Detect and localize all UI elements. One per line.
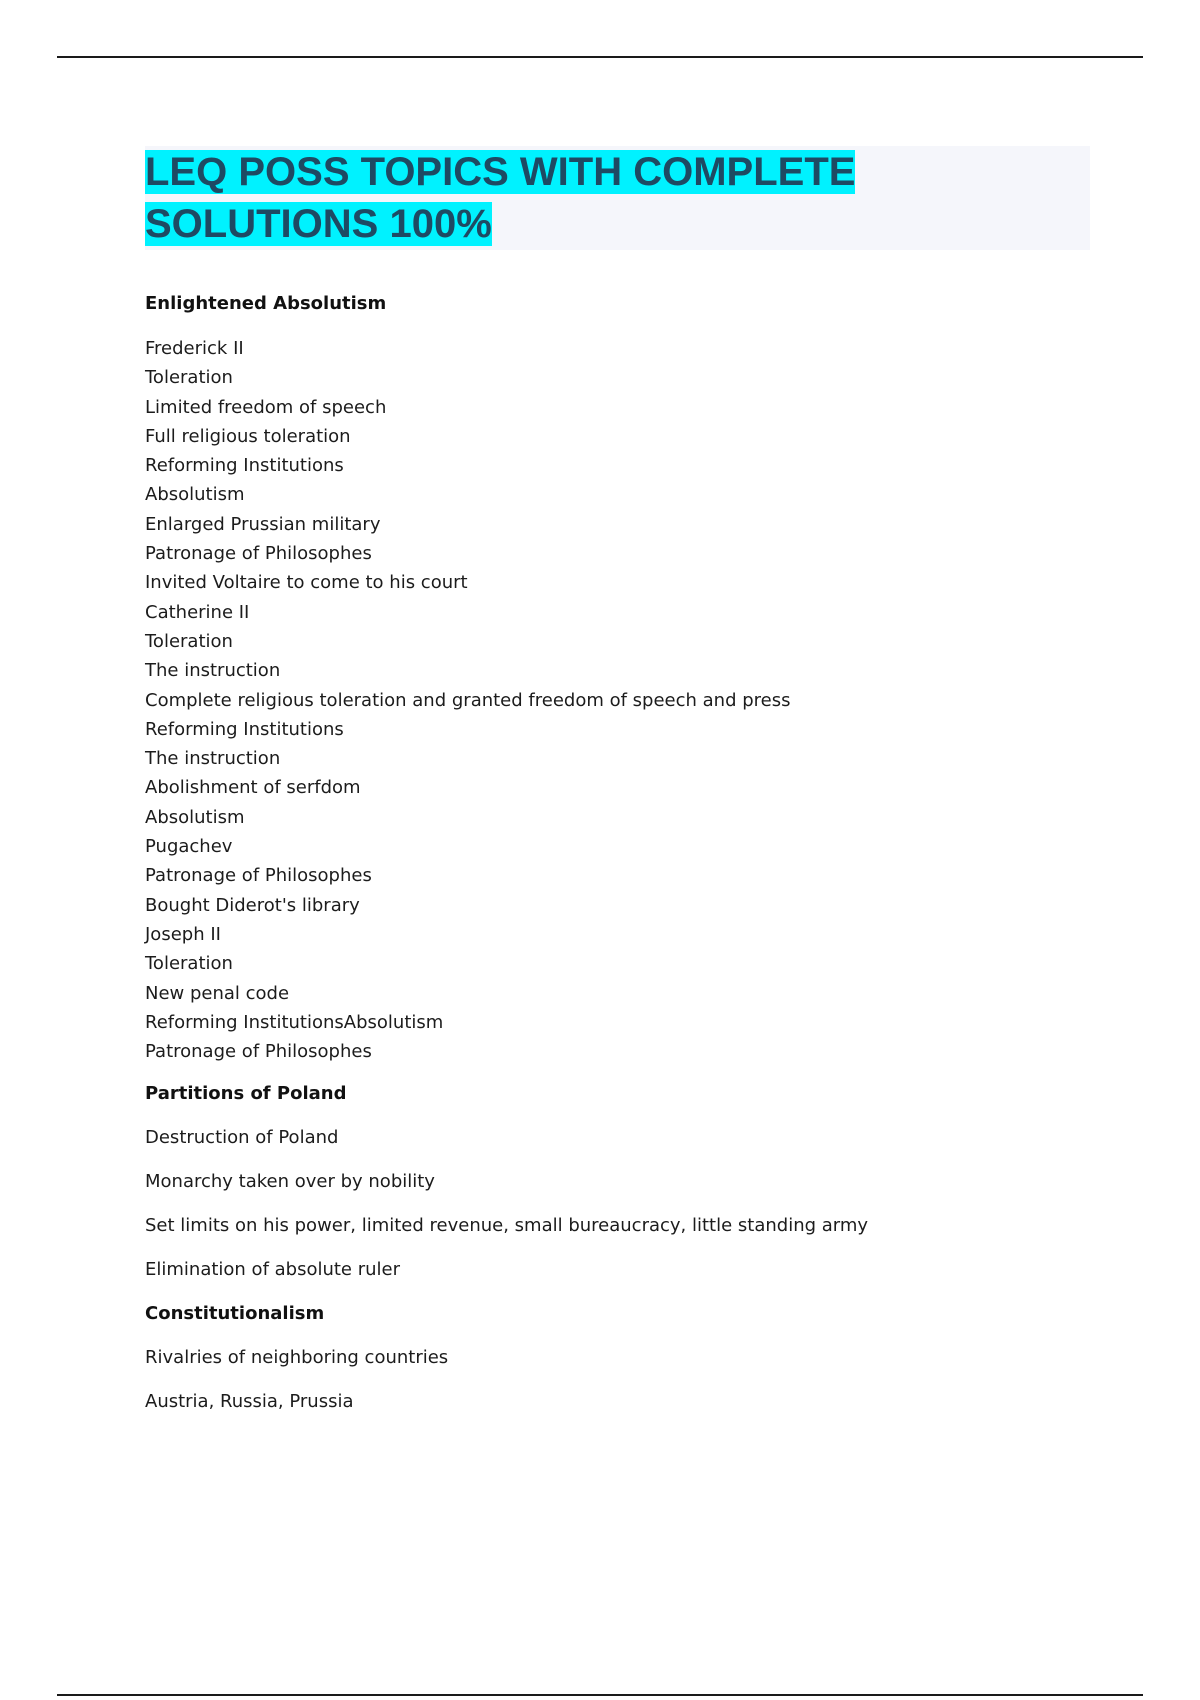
list-line: Enlarged Prussian military <box>145 513 381 535</box>
list-line: New penal code <box>145 982 290 1004</box>
list-line: Bought Diderot's library <box>145 894 360 916</box>
title-line-2: SOLUTIONS 100% <box>145 202 492 246</box>
top-rule <box>57 56 1143 58</box>
list-line: Patronage of Philosophes <box>145 1041 372 1063</box>
paragraph: Austria, Russia, Prussia <box>145 1391 354 1413</box>
list-line: Toleration <box>145 367 233 389</box>
document-body <box>145 146 1090 1432</box>
list-line: Toleration <box>145 953 233 975</box>
list-line: The instruction <box>145 660 281 682</box>
list-line: Catherine II <box>145 601 250 623</box>
paragraph: Set limits on his power, limited revenue, small bureaucracy, little standing army <box>145 1215 869 1237</box>
list-line: Abolishment of serfdom <box>145 777 361 799</box>
bottom-rule <box>57 1694 1143 1696</box>
list-line: Reforming Institutions <box>145 455 344 477</box>
paragraph: Elimination of absolute ruler <box>145 1259 401 1281</box>
list-line: Patronage of Philosophes <box>145 543 372 565</box>
section-enlightened-absolutism <box>145 290 1090 1066</box>
list-line: Absolutism <box>145 806 245 828</box>
paragraph: Destruction of Poland <box>145 1127 339 1149</box>
paragraph: Monarchy taken over by nobility <box>145 1171 435 1193</box>
list-line: Patronage of Philosophes <box>145 865 372 887</box>
list-line: Joseph II <box>145 923 221 945</box>
page-title <box>145 146 1090 250</box>
list-line: Reforming Institutions <box>145 718 344 740</box>
section-lines <box>145 334 1090 1066</box>
section-heading: Partitions of Poland <box>145 1083 347 1105</box>
section-partitions-of-poland <box>145 1080 1090 1284</box>
list-line: The instruction <box>145 748 281 770</box>
paragraph: Rivalries of neighboring countries <box>145 1347 449 1369</box>
list-line: Complete religious toleration and granted freedom of speech and press <box>145 689 791 711</box>
list-line: Limited freedom of speech <box>145 396 387 418</box>
list-line: Frederick II <box>145 338 244 359</box>
section-heading: Enlightened Absolutism <box>145 293 387 314</box>
list-line: Invited Voltaire to come to his court <box>145 572 468 594</box>
list-line: Toleration <box>145 630 233 652</box>
section-heading: Constitutionalism <box>145 1303 325 1325</box>
list-line: Reforming InstitutionsAbsolutism <box>145 1011 444 1033</box>
section-constitutionalism <box>145 1300 1090 1416</box>
title-line-1: LEQ POSS TOPICS WITH COMPLETE <box>145 150 856 194</box>
list-line: Full religious toleration <box>145 425 351 447</box>
list-line: Pugachev <box>145 836 233 858</box>
title-box <box>145 146 1090 250</box>
list-line: Absolutism <box>145 484 245 506</box>
